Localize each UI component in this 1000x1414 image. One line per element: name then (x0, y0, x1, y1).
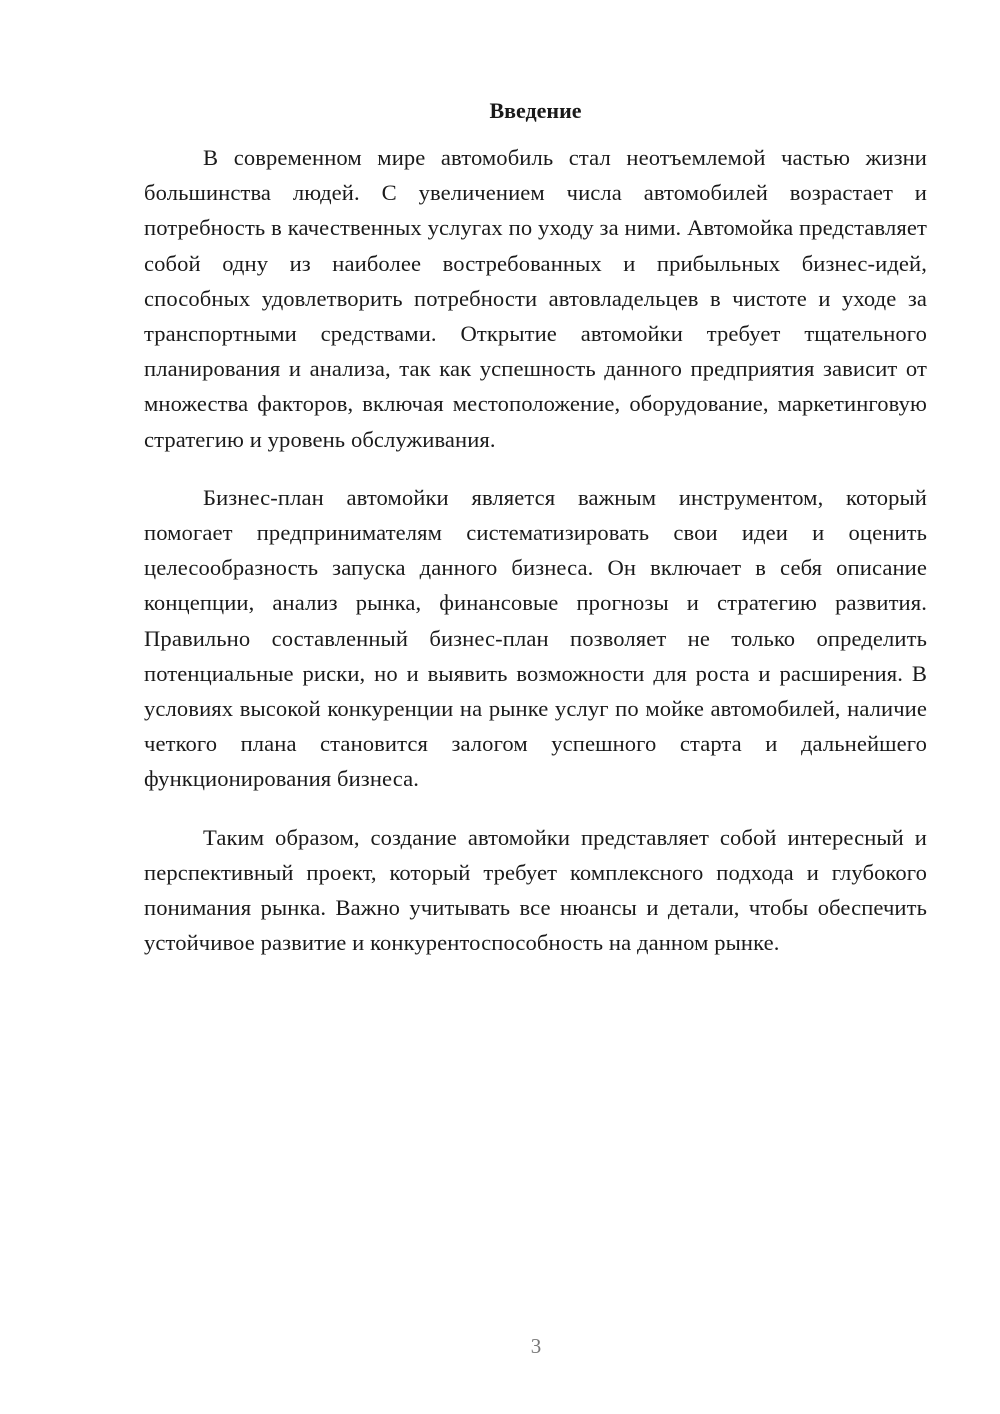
page-number: 3 (530, 1334, 542, 1358)
section-heading: Введение (489, 98, 582, 123)
paragraph-1: В современном мире автомобиль стал неотъемлемой частью жизни большинства людей. С увеличением числа автомобилей возрастает и потребность в качественных услугах по уходу за ними. Автомойка представляет собой одну из наиболее востребованных и прибыльных бизнес-идей, способных удовлетворить потребности автовладельцев в чистоте и уходе за транспортными средствами. Открытие автомойки требует тщательного планирования и анализа, так как успешность данного предприятия зависит от множества факторов, включая местоположение, оборудование, маркетинговую стратегию и уровень обслуживания. (144, 145, 927, 452)
paragraph-3: Таким образом, создание автомойки представляет собой интересный и перспективный проект, который требует комплексного подхода и глубокого понимания рынка. Важно учитывать все нюансы и детали, чтобы обеспечить устойчивое развитие и конкурентоспособность на данном рынке. (144, 824, 927, 956)
body-text (144, 140, 927, 983)
paragraph-2: Бизнес-план автомойки является важным инструментом, который помогает предпринимателям систематизировать свои идеи и оценить целесообразность запуска данного бизнеса. Он включает в себя описание концепции, анализ рынка, финансовые прогнозы и стратегию развития. Правильно составленный бизнес-план позволяет не только определить потенциальные риски, но и выявить возможности для роста и расширения. В условиях высокой конкуренции на рынке услуг по мойке автомобилей, наличие четкого плана становится залогом успешного старта и дальнейшего функционирования бизнеса. (144, 484, 927, 792)
